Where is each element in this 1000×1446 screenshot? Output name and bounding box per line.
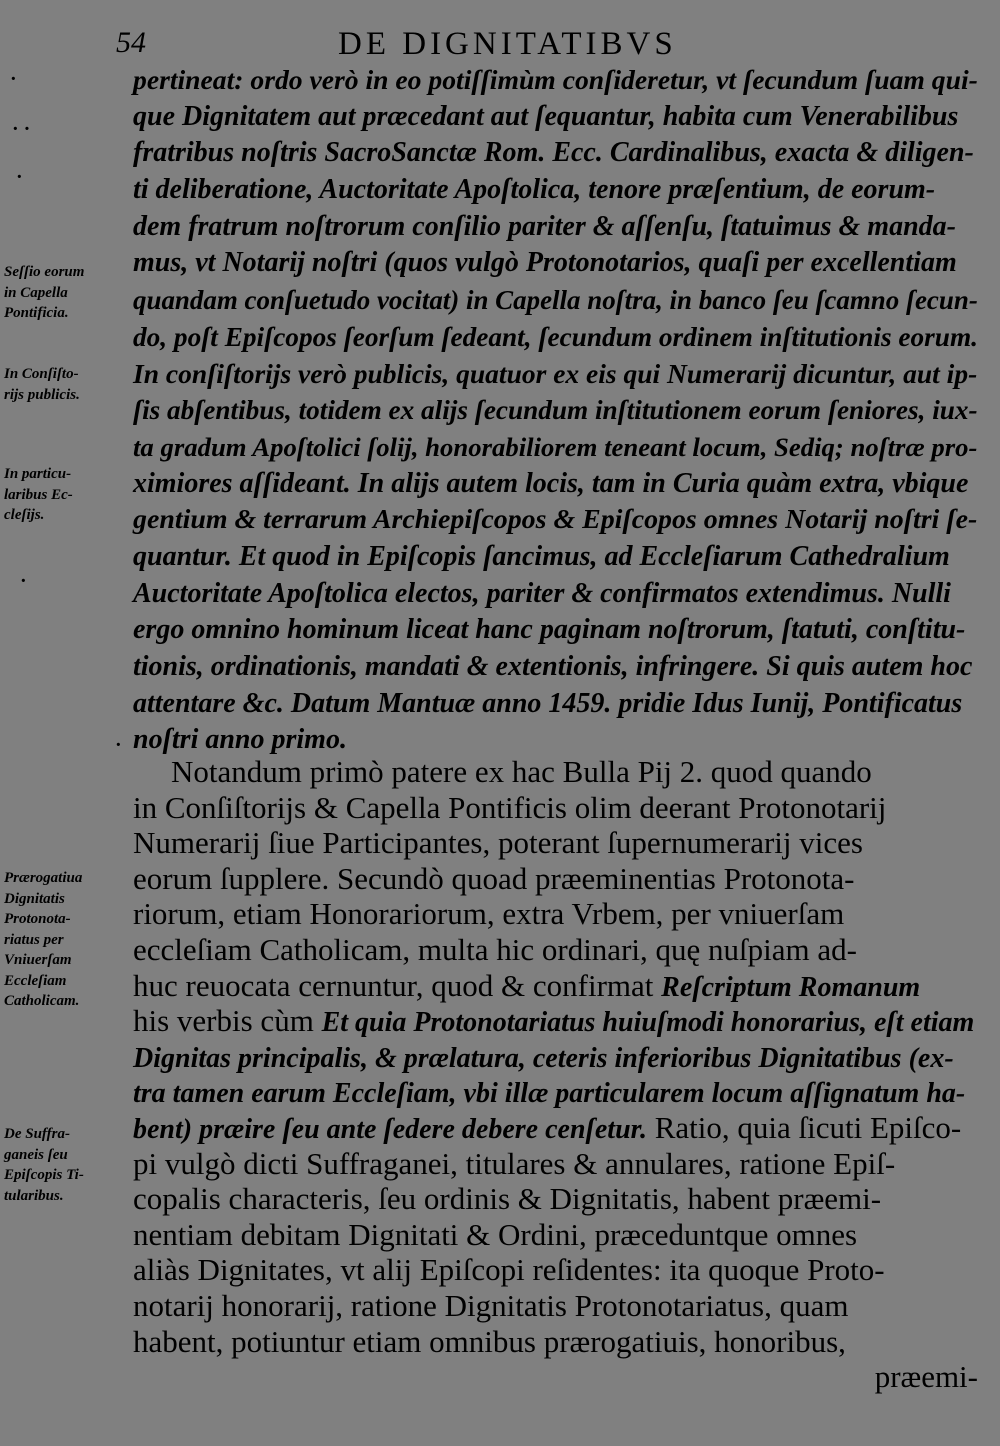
italic-segment: Et quia Protonotariatus huiuſmodi honorarius, eſt etiam	[321, 1007, 975, 1039]
text-line: gentium & terrarum Archiepiſcopos & Epiſcopos omnes Notarij noſtri ſe-	[133, 504, 978, 536]
text-line: do, poſt Epiſcopos ſeorſum ſedeant, ſecundum ordinem inſtitutionis eorum.	[133, 321, 978, 352]
catchword: præemi-	[874, 1359, 978, 1395]
text-line: quantur. Et quod in Epiſcopis ſancimus, ad Eccleſiarum Cathedralium	[133, 540, 950, 572]
italic-segment: Reſcriptum Romanum	[661, 971, 921, 1003]
text-line: noſtri anno primo.	[133, 724, 347, 756]
text-line: tionis, ordinationis, mandati & extentionis, infringere. Si quis autem hoc	[133, 651, 973, 682]
text-segment: his verbis cùm	[133, 1003, 322, 1039]
margin-note-line: Seſſio eorum	[4, 264, 85, 280]
text-line: in Conſiſtorijs & Capella Pontificis olim deerant Protonotarij	[133, 789, 887, 825]
text-line: eccleſiam Catholicam, multa hic ordinari, quę nuſpiam ad-	[133, 931, 857, 967]
margin-note-line: Eccleſiam	[4, 972, 67, 989]
text-line: pi vulgò dicti Suffraganei, titulares & annulares, ratione Epiſ-	[133, 1145, 896, 1181]
margin-note-line: Protonota-	[4, 911, 71, 927]
text-line: copalis characteris, ſeu ordinis & Dignitatis, habent præemi-	[133, 1181, 882, 1217]
margin-note-line: Prærogatiua	[4, 870, 83, 886]
page-number: 54	[116, 26, 146, 59]
text-line	[133, 1039, 978, 1075]
text-line: aliàs Dignitates, vt alij Epiſcopi reſidentes: ita quoque Proto-	[133, 1252, 885, 1288]
margin-note-line: tularibus.	[4, 1187, 64, 1204]
bull-text	[133, 62, 978, 759]
italic-segment: tra tamen earum Eccleſiam, vbi illæ particularem locum aſſignatum ha-	[133, 1078, 966, 1110]
text-line	[133, 1003, 978, 1039]
italic-segment: Dignitas principalis, & prælatura, ceteris inferioribus Dignitatibus (ex-	[133, 1042, 954, 1074]
margin-note-line: Catholicam.	[4, 993, 80, 1009]
text-line: ta gradum Apoſtolici ſolij, honorabiliorem teneant locum, Sediq; noſtræ pro-	[133, 431, 978, 462]
text-line: mus, vt Notarij noſtri (quos vulgò Protonotarios, quaſi per excellentiam	[133, 247, 957, 279]
text-line: ergo omnino hominum liceat hanc paginam noſtrorum, ſtatuti, conſtitu-	[133, 614, 966, 646]
text-line	[133, 968, 978, 1004]
margin-speck: · ·	[12, 118, 31, 140]
margin-note-line: Pontificia.	[4, 305, 69, 321]
text-line: attentare &c. Datum Mantuæ anno 1459. pridie Idus Iunij, Pontificatus	[133, 687, 963, 719]
text-line: nentiam debitam Dignitati & Ordini, præceduntque omnes	[133, 1216, 858, 1252]
margin-note-praerogativa	[4, 868, 139, 1012]
running-head: DE DIGNITATIBVS	[338, 26, 677, 62]
text-line: pertineat: ordo verò in eo potiſſimùm conſideretur, vt ſecundum ſuam qui-	[133, 64, 978, 95]
text-line: quandam conſuetudo vocitat) in Capella noſtra, in banco ſeu ſcamno ſecun-	[133, 285, 978, 316]
text-segment: Ratio, quia ſicuti Epiſco-	[647, 1109, 962, 1145]
text-line: notarij honorarij, ratione Dignitatis Protonotariatus, quam	[133, 1287, 849, 1323]
margin-note-sessio	[4, 262, 139, 324]
text-line: Notandum primò patere ex hac Bulla Pij 2. quod quando	[171, 754, 872, 789]
margin-note-particularibus	[4, 464, 139, 526]
margin-speck: ·	[16, 166, 23, 188]
text-line: ſis abſentibus, totidem ex alijs ſecundum inſtitutionem eorum ſeniores, iux-	[133, 395, 978, 426]
margin-speck: ·	[115, 734, 122, 756]
margin-note-line: Vniuerſam	[4, 952, 72, 968]
margin-note-line: In particu-	[4, 466, 72, 482]
text-line: habent, potiuntur etiam omnibus prærogatiuis, honoribus,	[133, 1323, 846, 1359]
margin-speck: ·	[10, 68, 17, 90]
text-line: que Dignitatem aut præcedant aut ſequantur, habita cum Venerabilibus	[133, 100, 959, 132]
text-line: ximiores aſſideant. In alijs autem locis, tam in Curia quàm extra, vbique	[133, 467, 969, 499]
margin-note-suffraganeis	[4, 1124, 139, 1206]
margin-note-line: De Suffra-	[4, 1126, 70, 1142]
margin-note-line: Dignitatis	[4, 890, 65, 907]
margin-note-line: rijs publicis.	[4, 386, 80, 403]
margin-note-line: Epiſcopis Ti-	[4, 1167, 84, 1183]
text-line: In conſiſtorijs verò publicis, quatuor ex eis qui Numerarij dicuntur, aut ip-	[133, 357, 978, 389]
text-line: Numerarij ſiue Participantes, poterant ſupernumerarij vices	[133, 825, 863, 861]
margin-note-line: In Conſiſto-	[4, 366, 79, 382]
margin-note-line: ganeis ſeu	[4, 1146, 68, 1163]
text-segment: huc reuocata cernuntur, quod & confirmat	[133, 967, 662, 1003]
italic-segment: bent) præire ſeu ante ſedere debere cenſetur.	[133, 1113, 647, 1145]
margin-note-line: laribus Ec-	[4, 486, 73, 503]
text-line: ti deliberatione, Auctoritate Apoſtolica, tenore præſentium, de eorum-	[133, 174, 936, 206]
text-line: fratribus noſtris SacroSanctæ Rom. Ecc. Cardinalibus, exacta & diligen-	[133, 137, 974, 169]
text-line: Auctoritate Apoſtolica electos, pariter & confirmatos extendimus. Nulli	[133, 577, 951, 609]
margin-note-line: in Capella	[4, 284, 68, 301]
margin-speck: ·	[20, 570, 27, 592]
text-line: riorum, etiam Honorariorum, extra Vrbem, per vniuerſam	[133, 896, 845, 932]
text-line	[133, 1110, 978, 1146]
text-line: eorum ſupplere. Secundò quoad præeminentias Protonota-	[133, 860, 855, 896]
margin-note-line: riatus per	[4, 931, 64, 948]
margin-note-line: cleſijs.	[4, 507, 45, 523]
text-line: dem fratrum noſtrorum conſilio pariter & aſſenſu, ſtatuimus & manda-	[133, 210, 956, 242]
margin-note-consistoriis	[4, 364, 139, 405]
text-line	[133, 1074, 978, 1110]
commentary-text	[133, 754, 978, 1395]
